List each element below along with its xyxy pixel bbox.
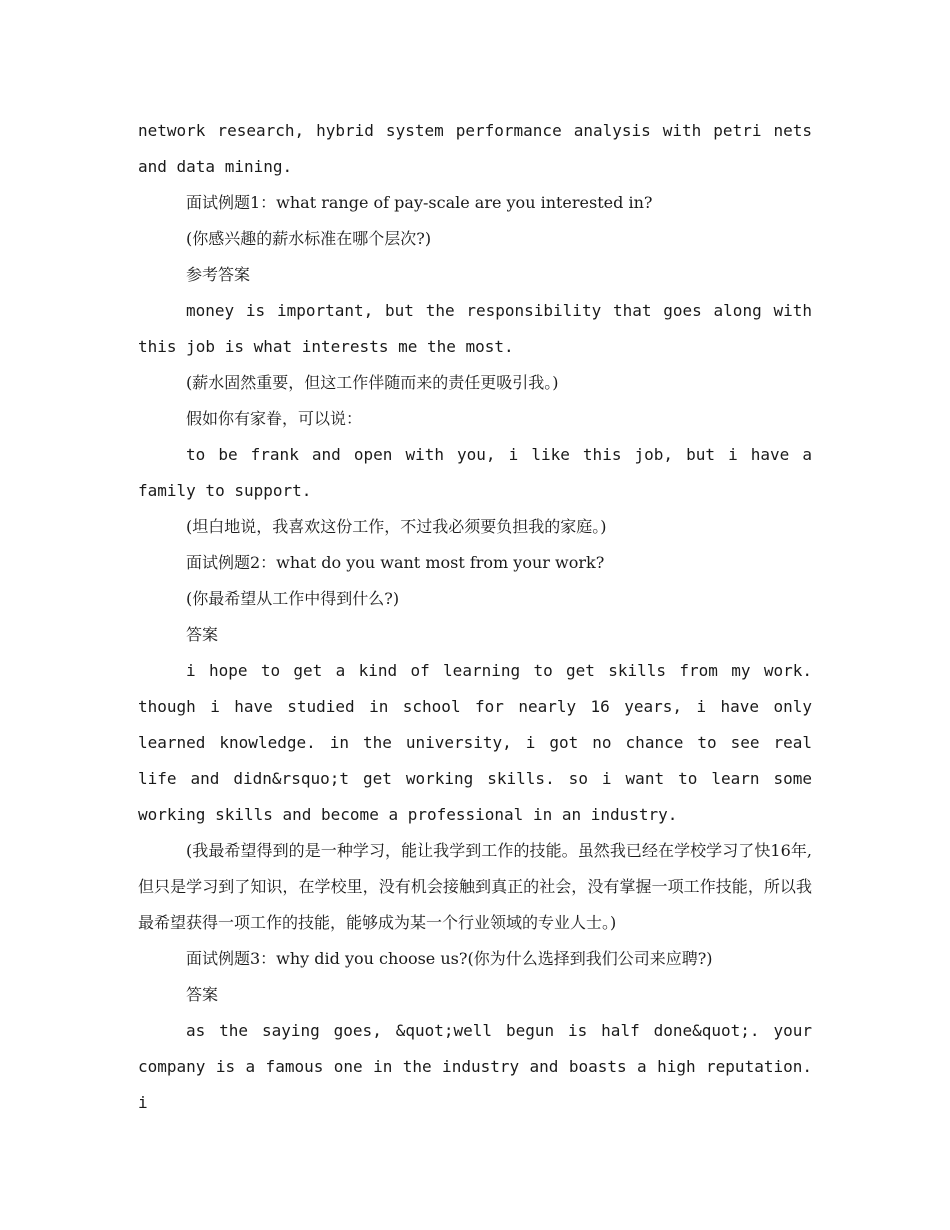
reference-answer-label: 参考答案 xyxy=(186,265,251,284)
answer-label: 答案 xyxy=(186,625,219,644)
paragraph-continuation: network research, hybrid system performance analysis with petri nets and data mining. xyxy=(138,121,812,176)
question-2-heading: 面试例题2：what do you want most from your work? xyxy=(186,553,605,572)
answer-2-english: i hope to get a kind of learning to get skills from my work. though i have studied in school for nearly 16 years, i have only learned knowledge. in the university, i got no chance to see real life and didn&rsquo;t get working skills. so i want to learn some working skills and become a professional in an industry. xyxy=(138,661,812,824)
answer-1-english: money is important, but the responsibility that goes along with this job is what interests me the most. xyxy=(138,301,812,356)
answer-3-english: as the saying goes, &quot;well begun is half done&quot;. your company is a famous one in the industry and boasts a high reputation. i xyxy=(138,1021,812,1112)
family-note: 假如你有家眷，可以说： xyxy=(186,409,363,428)
question-1-translation: (你感兴趣的薪水标准在哪个层次?) xyxy=(186,229,432,248)
question-3-heading: 面试例题3：why did you choose us?(你为什么选择到我们公司来应聘?) xyxy=(186,949,713,968)
answer-1-translation: (薪水固然重要，但这工作伴随而来的责任更吸引我。) xyxy=(186,373,559,392)
question-1-heading: 面试例题1：what range of pay-scale are you interested in? xyxy=(186,193,653,212)
answer-label: 答案 xyxy=(186,985,219,1004)
question-2-translation: (你最希望从工作中得到什么?) xyxy=(186,589,400,608)
answer-2-translation: (我最希望得到的是一种学习，能让我学到工作的技能。虽然我已经在学校学习了快16年,但只是学习到了知识，在学校里，没有机会接触到真正的社会，没有掌握一项工作技能，所以我最希望获得一项工作的技能，能够成为某一个行业领域的专业人士。) xyxy=(138,841,812,932)
answer-1-alternative-english: to be frank and open with you, i like this job, but i have a family to support. xyxy=(138,445,812,500)
document-page xyxy=(138,113,812,1121)
answer-1-alternative-translation: (坦白地说，我喜欢这份工作，不过我必须要负担我的家庭。) xyxy=(186,517,607,536)
